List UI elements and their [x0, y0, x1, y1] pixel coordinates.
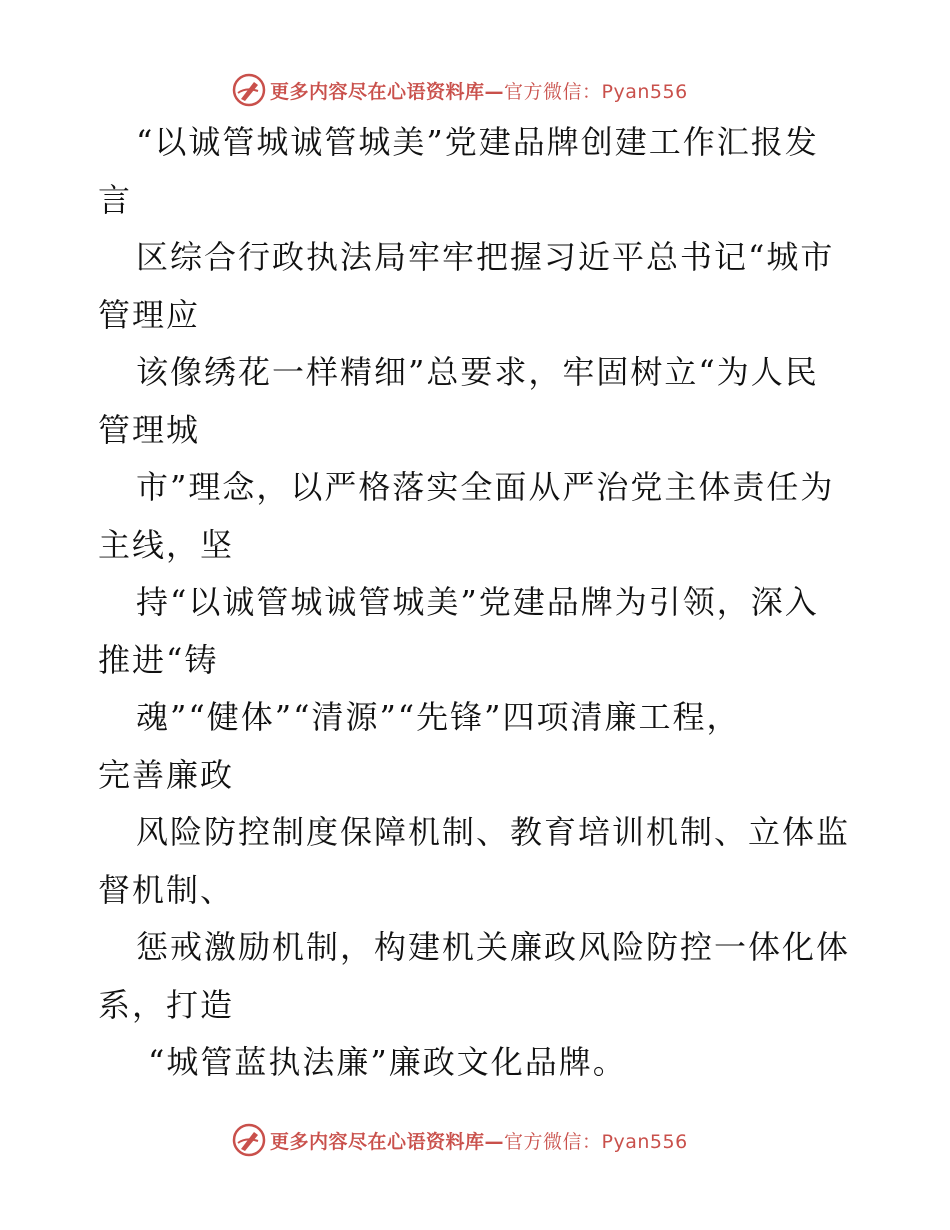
- text-line: 系，打造: [98, 985, 235, 1024]
- banner-wechat: 官方微信：Pyan556: [504, 80, 688, 103]
- banner-text: 更多内容尽在心语资料库—: [270, 80, 505, 103]
- text-line: 持“以诚管城诚管城美”党建品牌为引领，深入: [136, 583, 819, 621]
- text-line: 管理应: [98, 295, 201, 334]
- text-line: 督机制、: [98, 870, 235, 909]
- header-banner: [232, 70, 688, 110]
- text-line: 风险防控制度保障机制、教育培训机制、立体监: [136, 813, 851, 851]
- text-line: 惩戒激励机制，构建机关廉政风险防控一体化体: [136, 928, 851, 966]
- quill-pen-icon: [232, 73, 266, 107]
- quill-pen-icon: [232, 1123, 266, 1157]
- text-line: 区综合行政执法局牢牢把握习近平总书记“城市: [136, 238, 835, 276]
- text-line: 完善廉政: [98, 755, 235, 794]
- text-line: 该像绣花一样精细”总要求，牢固树立“为人民: [136, 353, 819, 391]
- banner-text: 更多内容尽在心语资料库—: [270, 1130, 505, 1153]
- banner-wechat: 官方微信：Pyan556: [504, 1130, 688, 1153]
- footer-banner: [232, 1120, 688, 1160]
- text-line: “城管蓝执法廉”廉政文化品牌。: [148, 1043, 627, 1081]
- text-line: 市”理念，以严格落实全面从严治党主体责任为: [136, 468, 835, 506]
- text-line: 管理城: [98, 410, 201, 449]
- text-line: “以诚管城诚管城美”党建品牌创建工作汇报发: [136, 123, 819, 161]
- text-line: 推进“铸: [98, 640, 219, 679]
- text-line: 言: [98, 180, 133, 219]
- text-line: 魂”“健体”“清源”“先锋”四项清廉工程，: [136, 698, 741, 736]
- text-line: 主线，坚: [98, 525, 235, 564]
- document-body: [98, 114, 858, 1092]
